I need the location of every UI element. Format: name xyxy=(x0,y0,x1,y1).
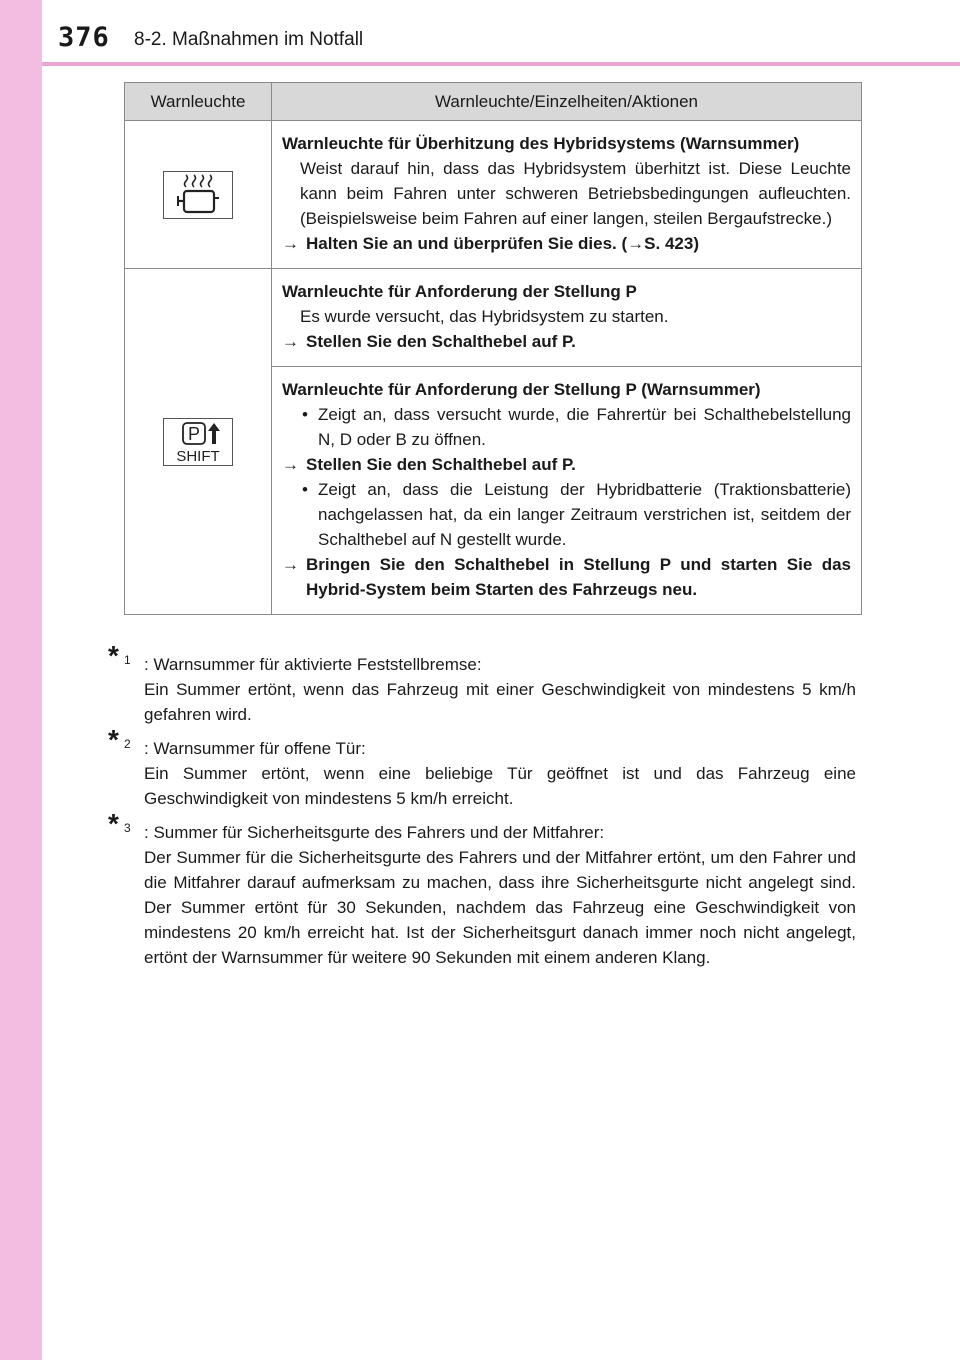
table-header-row xyxy=(125,83,862,121)
row2a-action xyxy=(282,329,851,354)
footnote-label: : Summer für Sicherheitsgurte des Fahrers und der Mitfahrer: xyxy=(144,823,605,842)
page-sidebar xyxy=(0,0,42,1360)
footnote-label: : Warnsummer für offene Tür: xyxy=(144,739,366,758)
bullet-icon: • xyxy=(302,480,308,499)
row1-action xyxy=(282,231,851,256)
arrow-icon: → xyxy=(282,332,299,351)
asterisk-icon: * xyxy=(108,724,119,755)
row2b-action1-text: Stellen Sie den Schalthebel auf P. xyxy=(306,455,576,474)
footnote-3 xyxy=(104,808,856,970)
footnote-number: 3 xyxy=(124,821,131,835)
footnote-body: Der Summer für die Sicherheitsgurte des Fahrers und der Mitfahrer ertönt, um den Fahrer und die Mitfahrer darauf aufmerksam zu machen, dass ihre Sicherheitsgurte nicht angelegt sind. Der Summer ertönt für 30 Sekunden, nachdem das Fahrzeug eine Geschwindigkeit von mindestens 20 km/h erreicht hat. Ist der Sicherheitsgurt danach immer noch nicht angelegt, ertönt der Warnsummer für weitere 90 Sekunden mit einem anderen Klang. xyxy=(144,848,856,967)
hybrid-system-overheat-icon xyxy=(163,171,233,219)
footnote-1 xyxy=(104,640,856,727)
row2a-title: Warnleuchte für Anforderung der Stellung P xyxy=(282,282,637,301)
row2b-description xyxy=(272,367,862,615)
footnote-body: Ein Summer ertönt, wenn eine beliebige Tür geöffnet ist und das Fahrzeug eine Geschwindigkeit von mindestens 5 km/h erreicht. xyxy=(144,764,856,808)
table-row xyxy=(125,269,862,367)
asterisk-icon: * xyxy=(108,640,119,671)
row2b-action1 xyxy=(282,452,851,477)
footnote-number: 1 xyxy=(124,653,131,667)
warning-light-table xyxy=(124,82,862,615)
row1-action-text: Halten Sie an und überprüfen Sie dies. (→S. 423) xyxy=(306,234,699,253)
col-header-details: Warnleuchte/Einzelheiten/Aktionen xyxy=(272,83,862,121)
arrow-icon: → xyxy=(282,234,299,253)
shift-label: SHIFT xyxy=(176,447,220,465)
icon-cell xyxy=(125,121,272,269)
arrow-icon: → xyxy=(282,455,299,474)
p-letter: P xyxy=(187,423,201,444)
row2b-action2 xyxy=(282,552,851,602)
section-title: 8-2. Maßnahmen im Notfall xyxy=(134,29,364,50)
row1-title: Warnleuchte für Überhitzung des Hybridsystems (Warnsummer) xyxy=(282,134,800,153)
col-header-warnleuchte: Warnleuchte xyxy=(125,83,272,121)
row2b-bullet1-text: Zeigt an, dass versucht wurde, die Fahrertür bei Schalthebelstellung N, D oder B zu öffnen. xyxy=(318,405,851,449)
row2a-description xyxy=(272,269,862,367)
footnote-2 xyxy=(104,724,856,811)
row1-description xyxy=(272,121,862,269)
footnote-number: 2 xyxy=(124,737,131,751)
header-rule xyxy=(42,62,960,66)
row1-text: Weist darauf hin, dass das Hybridsystem überhitzt ist. Diese Leuchte kann beim Fahren unter schweren Betriebsbedingungen aufleuchten. (Beispielsweise beim Fahren auf einer langen, steilen Bergaufstrecke.) xyxy=(300,159,851,228)
bullet-icon: • xyxy=(302,405,308,424)
row2b-bullet2-text: Zeigt an, dass die Leistung der Hybridbatterie (Traktionsbatterie) nachgelassen hat, da ein langer Zeitraum verstrichen ist, seitdem der Schalthebel auf N gestellt wurde. xyxy=(318,480,851,549)
footnote-body: Ein Summer ertönt, wenn das Fahrzeug mit einer Geschwindigkeit von mindestens 5 km/h gefahren wird. xyxy=(144,680,856,724)
table-row xyxy=(125,121,862,269)
row2b-bullet2 xyxy=(282,477,851,552)
asterisk-icon: * xyxy=(108,808,119,839)
page-number: 376 xyxy=(58,22,110,53)
row2b-bullet1 xyxy=(282,402,851,452)
row2a-action-text: Stellen Sie den Schalthebel auf P. xyxy=(306,332,576,351)
row2b-title: Warnleuchte für Anforderung der Stellung P (Warnsummer) xyxy=(282,380,761,399)
icon-cell xyxy=(125,269,272,615)
footnote-label: : Warnsummer für aktivierte Feststellbremse: xyxy=(144,655,482,674)
row2b-action2-text: Bringen Sie den Schalthebel in Stellung P und starten Sie das Hybrid-System beim Starten des Fahrzeugs neu. xyxy=(306,555,851,599)
arrow-icon: → xyxy=(282,555,299,574)
row2a-text: Es wurde versucht, das Hybridsystem zu starten. xyxy=(300,307,669,326)
p-shift-icon xyxy=(163,418,233,466)
